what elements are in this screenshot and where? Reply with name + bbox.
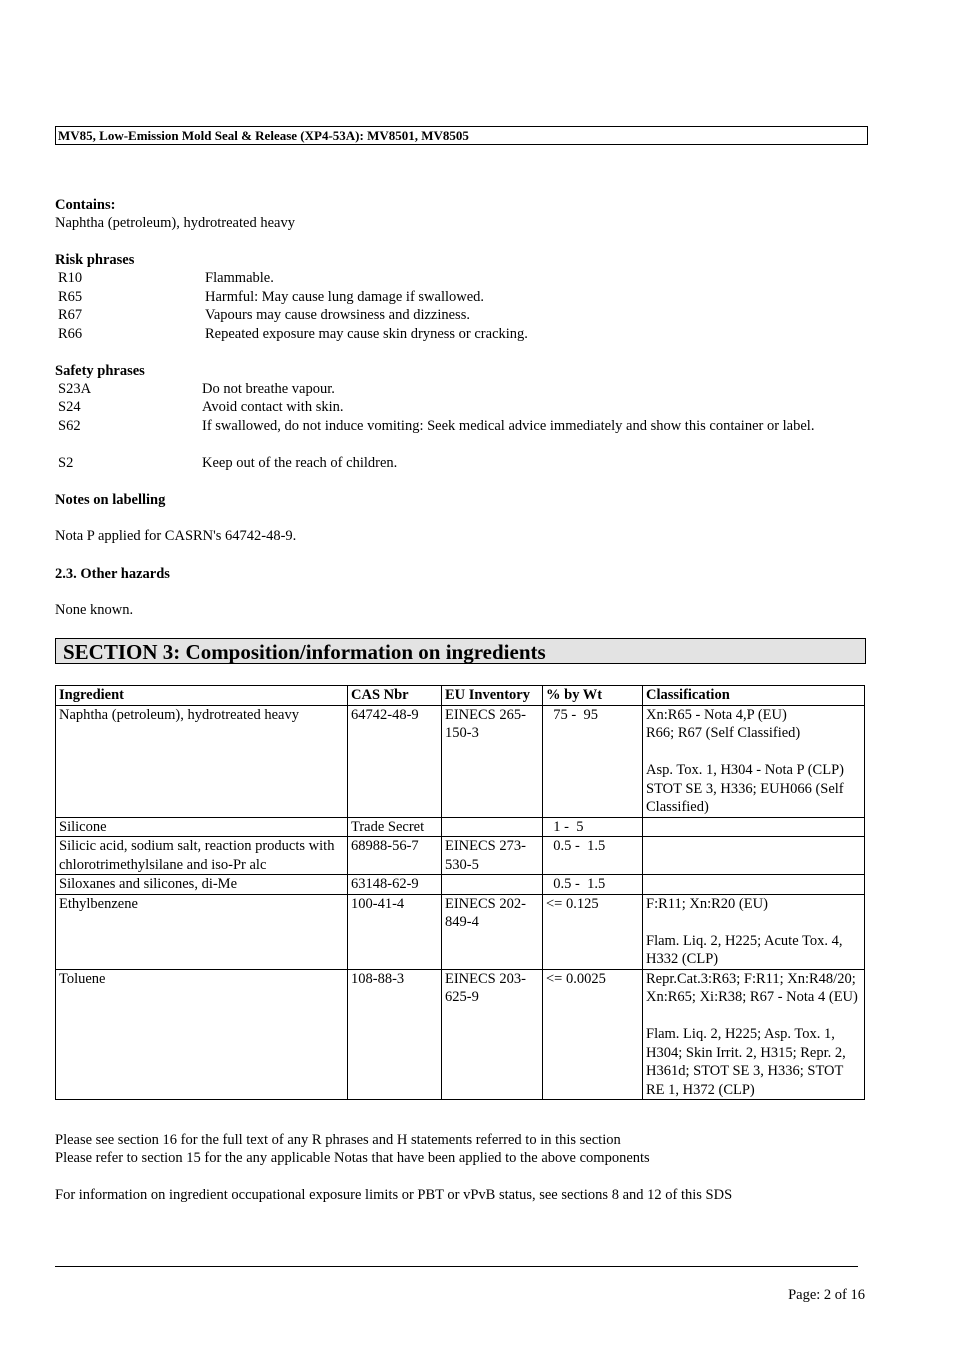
cas-cell: 63148-62-9: [348, 875, 442, 895]
other-hazards-heading: 2.3. Other hazards: [55, 566, 170, 582]
risk-phrases-heading: Risk phrases: [55, 252, 135, 268]
column-header: Classification: [643, 686, 865, 706]
cas-cell: Trade Secret: [348, 817, 442, 837]
classification-cell: [643, 817, 865, 837]
table-header-row: [56, 686, 865, 706]
document-header: MV85, Low-Emission Mold Seal & Release (XP4-53A): MV8501, MV8505: [55, 126, 868, 145]
classification-line: Flam. Liq. 2, H225; Asp. Tox. 1, H304; Skin Irrit. 2, H315; Repr. 2, H361d; STOT SE 3, H336; STOT RE 1, H372 (CLP): [646, 1026, 846, 1098]
ingredient-cell: Toluene: [56, 969, 348, 1100]
contains-text: Naphtha (petroleum), hydrotreated heavy: [55, 215, 295, 231]
weight-percent-cell: 75 - 95: [543, 705, 643, 817]
classification-line: Flam. Liq. 2, H225; Acute Tox. 4, H332 (CLP): [646, 932, 843, 967]
weight-percent-cell: 1 - 5: [543, 817, 643, 837]
risk-phrase-text: Repeated exposure may cause skin dryness or cracking.: [205, 326, 528, 342]
classification-cell: [643, 894, 865, 969]
table-row: [56, 817, 865, 837]
page-number: Page: 2 of 16: [788, 1287, 865, 1303]
footer-divider: [55, 1266, 858, 1267]
classification-line: Xn:R65 - Nota 4,P (EU): [646, 706, 787, 723]
column-header: EU Inventory: [442, 686, 543, 706]
ingredient-cell: Ethylbenzene: [56, 894, 348, 969]
column-header: Ingredient: [56, 686, 348, 706]
table-row: [56, 894, 865, 969]
ingredient-cell: Silicone: [56, 817, 348, 837]
safety-phrase-text: Do not breathe vapour.: [202, 381, 335, 397]
weight-percent-cell: <= 0.125: [543, 894, 643, 969]
risk-phrase-text: Harmful: May cause lung damage if swallowed.: [205, 289, 485, 305]
table-note: Please see section 16 for the full text of any R phrases and H statements referred to in this section: [55, 1132, 621, 1148]
cas-cell: 68988-56-7: [348, 837, 442, 875]
section-3-title: SECTION 3: Composition/information on ingredients: [55, 638, 866, 664]
safety-phrase-code: S62: [58, 418, 81, 434]
classification-line: Repr.Cat.3:R63; F:R11; Xn:R48/20; Xn:R65; Xi:R38; R67 - Nota 4 (EU): [646, 970, 858, 1005]
classification-line: [646, 913, 861, 932]
safety-phrases-heading: Safety phrases: [55, 363, 145, 379]
classification-cell: [643, 969, 865, 1100]
safety-phrase-code: S2: [58, 455, 74, 471]
cas-cell: 100-41-4: [348, 894, 442, 969]
safety-phrase-text: Avoid contact with skin.: [202, 399, 344, 415]
eu-inventory-cell: [442, 817, 543, 837]
table-row: [56, 969, 865, 1100]
classification-cell: [643, 875, 865, 895]
column-header: % by Wt: [543, 686, 643, 706]
risk-phrase-code: R65: [58, 289, 83, 305]
safety-phrase-text: If swallowed, do not induce vomiting: Seek medical advice immediately and show this container or label.: [202, 418, 815, 434]
eu-inventory-cell: [442, 875, 543, 895]
classification-line: [646, 1007, 861, 1026]
weight-percent-cell: 0.5 - 1.5: [543, 875, 643, 895]
risk-phrase-code: R67: [58, 307, 83, 323]
table-row: [56, 837, 865, 875]
classification-line: Asp. Tox. 1, H304 - Nota P (CLP): [646, 762, 844, 778]
eu-inventory-cell: EINECS 203-625-9: [442, 969, 543, 1100]
eu-inventory-cell: EINECS 202-849-4: [442, 894, 543, 969]
classification-line: STOT SE 3, H336; EUH066 (Self Classified): [646, 780, 844, 815]
classification-line: F:R11; Xn:R20 (EU): [646, 895, 768, 912]
classification-cell: [643, 705, 865, 817]
notes-labelling-text: Nota P applied for CASRN's 64742-48-9.: [55, 528, 297, 544]
risk-phrase-code: R66: [58, 326, 83, 342]
eu-inventory-cell: EINECS 273-530-5: [442, 837, 543, 875]
table-row: [56, 875, 865, 895]
classification-line: R66; R67 (Self Classified): [646, 725, 801, 741]
contains-heading: Contains:: [55, 197, 116, 213]
column-header: CAS Nbr: [348, 686, 442, 706]
classification-line: [646, 743, 861, 762]
risk-phrase-text: Vapours may cause drowsiness and dizziness.: [205, 307, 470, 323]
weight-percent-cell: <= 0.0025: [543, 969, 643, 1100]
safety-phrase-text: Keep out of the reach of children.: [202, 455, 398, 471]
safety-phrase-code: S23A: [58, 381, 92, 397]
ingredients-table: [55, 685, 865, 1100]
cas-cell: 108-88-3: [348, 969, 442, 1100]
ingredient-cell: Siloxanes and silicones, di-Me: [56, 875, 348, 895]
weight-percent-cell: 0.5 - 1.5: [543, 837, 643, 875]
risk-phrase-code: R10: [58, 270, 83, 286]
other-hazards-text: None known.: [55, 602, 134, 618]
notes-labelling-heading: Notes on labelling: [55, 492, 166, 508]
safety-phrase-code: S24: [58, 399, 81, 415]
ingredient-cell: Silicic acid, sodium salt, reaction products with chlorotrimethylsilane and iso-Pr alc: [56, 837, 348, 875]
table-row: [56, 705, 865, 817]
ingredient-cell: Naphtha (petroleum), hydrotreated heavy: [56, 705, 348, 817]
classification-cell: [643, 837, 865, 875]
table-note: Please refer to section 15 for the any applicable Notas that have been applied to the above components: [55, 1150, 650, 1166]
cas-cell: 64742-48-9: [348, 705, 442, 817]
eu-inventory-cell: EINECS 265-150-3: [442, 705, 543, 817]
table-note: For information on ingredient occupational exposure limits or PBT or vPvB status, see sections 8 and 12 of this SDS: [55, 1187, 733, 1203]
risk-phrase-text: Flammable.: [205, 270, 274, 286]
